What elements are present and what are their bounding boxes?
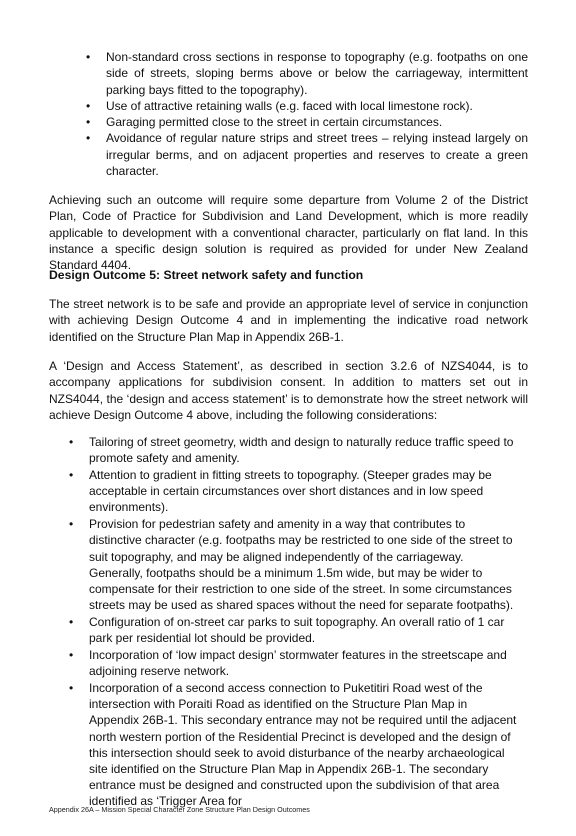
bullet-list-top xyxy=(86,49,528,179)
bullet-icon: • xyxy=(69,681,74,696)
bullet-icon: • xyxy=(69,615,74,630)
bullet-icon: • xyxy=(69,468,74,482)
bullet-icon: • xyxy=(86,98,91,113)
bullet-icon: • xyxy=(86,50,91,64)
bullet-icon: • xyxy=(86,115,91,130)
section-heading: Design Outcome 5: Street network safety and function xyxy=(49,268,364,282)
paragraph-district-plan: Achieving such an outcome will require some departure from Volume 2 of the District Plan, Code of Practice for Subdivision and Land Development, which is more readily applicable to development with a conventional character, particularly on flat land. In this instance a specific design solution is required as provided for under New Zealand Standard 4404. xyxy=(49,193,528,273)
list-item: • Attention to gradient in fitting streets to topography. (Steeper grades may be acceptable in certain circumstances over short distances and in low speed environments). xyxy=(69,468,492,515)
list-item: • Incorporation of a second access connection to Puketitiri Road west of the intersection with Poraiti Road as identified on the Structure Plan Map in Appendix 26B-1. This secondary entrance may not be required until the adjacent north western portion of the Residential Precinct is developed and the design of this intersection should seek to avoid disturbance of the nearby archaeological site identified on the Structure Plan Map in Appendix 26B-1. The secondary entrance must be designed and constructed upon the subdivision of that area identified as ‘Trigger Area for xyxy=(69,681,517,809)
page-footer: Appendix 26A – Mission Special Character Zone Structure Plan Design Outcomes xyxy=(49,805,310,814)
list-item: • Provision for pedestrian safety and amenity in a way that contributes to distinctive character (e.g. footpaths may be restricted to one side of the street to suit topography, and may be aligned independently of the carriageway. Generally, footpaths should be a minimum 1.5m wide, but may be wider to compensate for their restriction to one side of the street. In some circumstances streets may be used as shared spaces without the need for separate footpaths). xyxy=(69,517,514,613)
list-item: • Configuration of on-street car parks to suit topography. An overall ratio of 1 car park per residential lot should be provided. xyxy=(69,615,505,646)
bullet-icon: • xyxy=(86,131,91,146)
list-item: • Incorporation of ‘low impact design’ stormwater features in the streetscape and adjoining reserve network. xyxy=(69,648,507,679)
list-item: • Non-standard cross sections in response to topography (e.g. footpaths on one side of streets, sloping berms above or below the carriageway, intermittent parking bays fitted to the topography). xyxy=(86,50,528,97)
list-item: • Garaging permitted close to the street in certain circumstances. xyxy=(86,115,443,130)
list-item: • Tailoring of street geometry, width and design to naturally reduce traffic speed to promote safety and amenity. xyxy=(69,435,514,466)
list-item: • Avoidance of regular nature strips and street trees – relying instead largely on irregular berms, and on adjacent properties and reserves to create a green character. xyxy=(86,131,528,179)
bullet-icon: • xyxy=(69,517,74,532)
list-item: • Use of attractive retaining walls (e.g. faced with local limestone rock). xyxy=(86,98,473,113)
bullet-icon: • xyxy=(69,648,74,663)
bullet-icon: • xyxy=(69,435,74,449)
paragraph-street-network: The street network is to be safe and provide an appropriate level of service in conjunction with achieving Design Outcome 4 and in implementing the indicative road network identified on the Structure Plan Map in Appendix 26B-1. xyxy=(49,297,528,344)
paragraph-design-access-statement: A ‘Design and Access Statement’, as described in section 3.2.6 of NZS4044, is to accompany applications for subdivision consent. In addition to matters set out in NZS4044, the ‘design and access statement’ is to demonstrate how the street network will achieve Design Outcome 4 above, including the following considerations: xyxy=(49,359,528,422)
